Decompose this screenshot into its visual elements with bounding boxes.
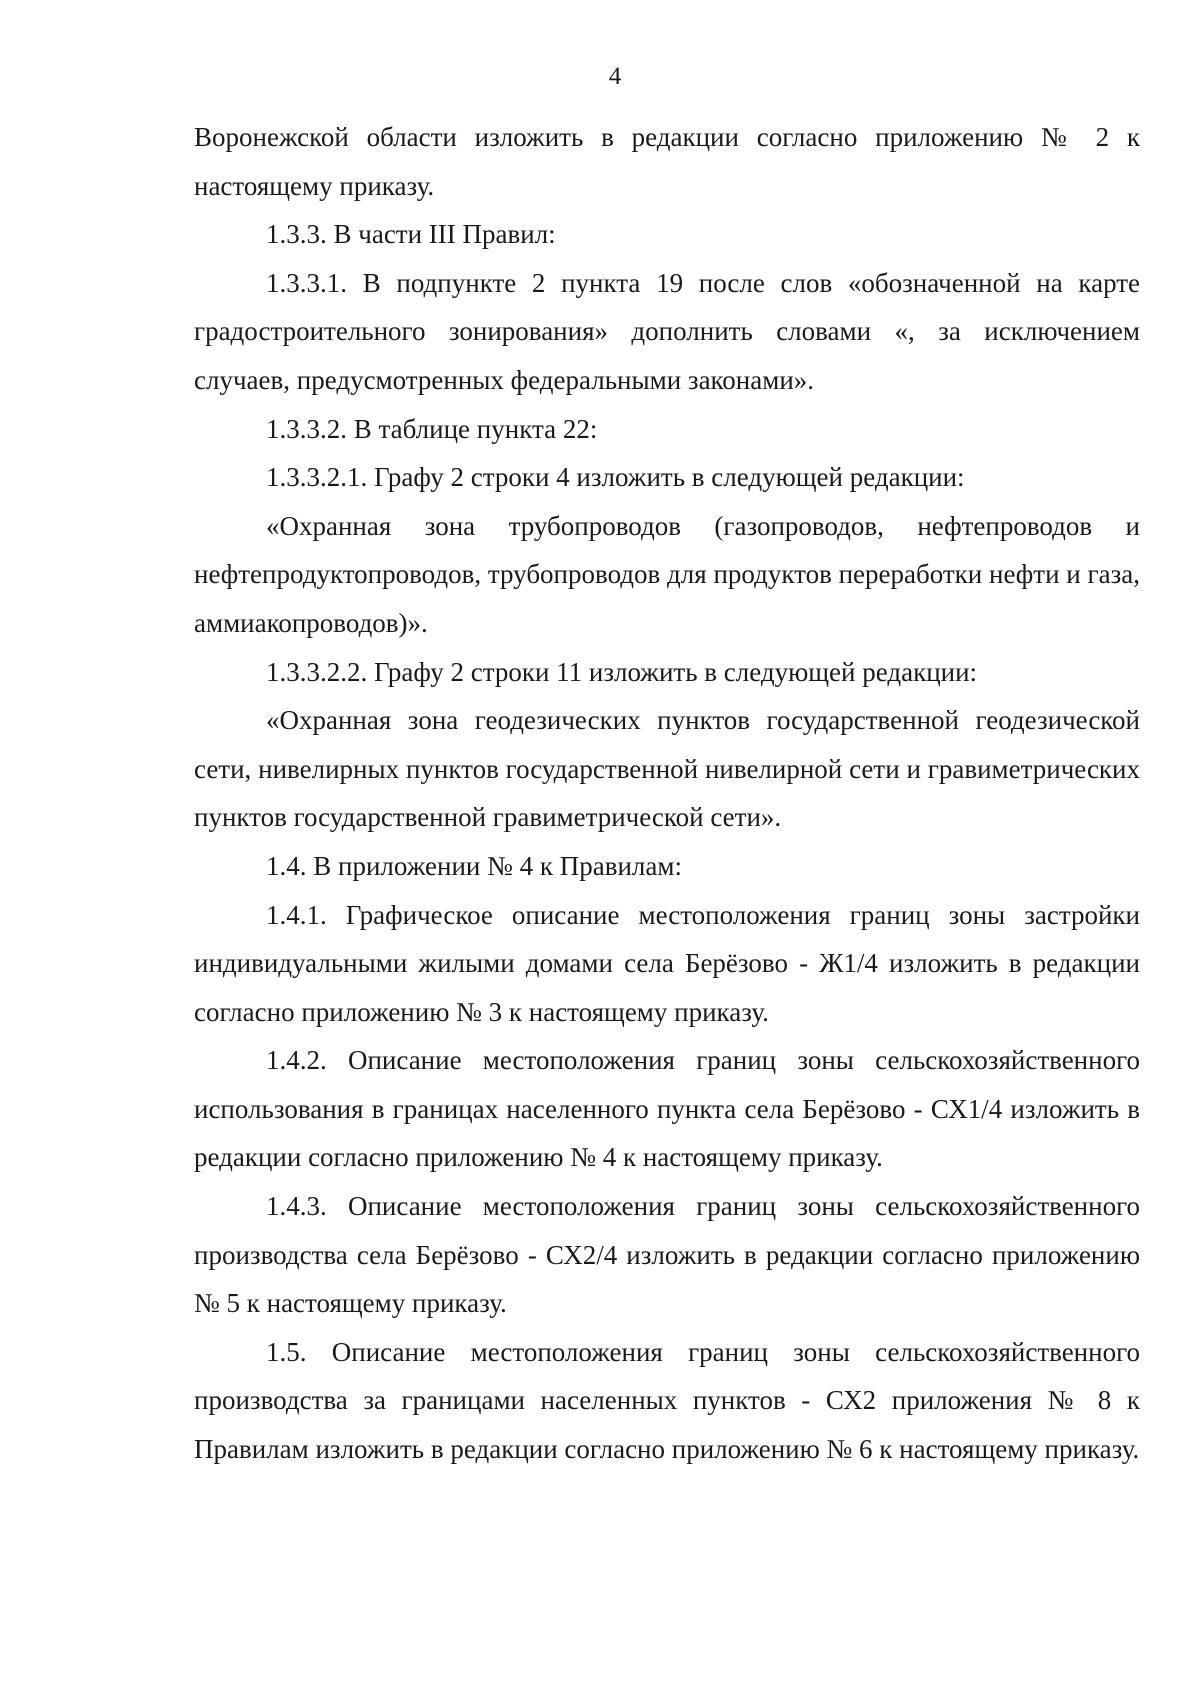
paragraph-continuation: Воронежской области изложить в редакции согласно приложению № 2 к настоящему приказу. xyxy=(194,122,1140,201)
paragraph-1-4-1: 1.4.1. Графическое описание местоположения границ зоны застройки индивидуальными жилыми домами села Берёзово - Ж1/4 изложить в редакции согласно приложению № 3 к настоящему приказу. xyxy=(194,899,1140,1027)
paragraph-1-3-3-2-1: 1.3.3.2.1. Графу 2 строки 4 изложить в следующей редакции: xyxy=(266,462,965,493)
page-number: 4 xyxy=(608,63,622,90)
paragraph-1-3-3-2: 1.3.3.2. В таблице пункта 22: xyxy=(266,413,598,444)
paragraph-quote-pipelines: «Охранная зона трубопроводов (газопроводов, нефтепроводов и нефтепродуктопроводов, трубопроводов для продуктов переработки нефти и газа, аммиакопроводов)». xyxy=(194,510,1140,638)
paragraph-quote-geodesic: «Охранная зона геодезических пунктов государственной геодезической сети, нивелирных пунктов государственной нивелирной сети и гравиметрических пунктов государственной гравиметрической сети». xyxy=(194,705,1140,833)
paragraph-1-5: 1.5. Описание местоположения границ зоны сельскохозяйственного производства за границами населенных пунктов - СХ2 приложения № 8 к Правилам изложить в редакции согласно приложению № 6 к настоящему приказу. xyxy=(194,1336,1140,1465)
paragraph-1-4-2: 1.4.2. Описание местоположения границ зоны сельскохозяйственного использования в границах населенного пункта села Берёзово - СХ1/4 изложить в редакции согласно приложению № 4 к настоящему приказу. xyxy=(194,1045,1140,1173)
paragraph-1-4-3: 1.4.3. Описание местоположения границ зоны сельскохозяйственного производства села Берёзово - СХ2/4 изложить в редакции согласно приложению № 5 к настоящему приказу. xyxy=(194,1191,1140,1319)
paragraph-1-3-3-1: 1.3.3.1. В подпункте 2 пункта 19 после слов «обозначенной на карте градостроительного зонирования» дополнить словами «, за исключением случаев, предусмотренных федеральными законами». xyxy=(194,267,1140,395)
paragraph-1-3-3: 1.3.3. В части III Правил: xyxy=(266,219,556,250)
paragraph-1-3-3-2-2: 1.3.3.2.2. Графу 2 строки 11 изложить в следующей редакции: xyxy=(266,656,978,687)
paragraph-1-4: 1.4. В приложении № 4 к Правилам: xyxy=(266,850,682,881)
document-body xyxy=(194,113,1140,1474)
